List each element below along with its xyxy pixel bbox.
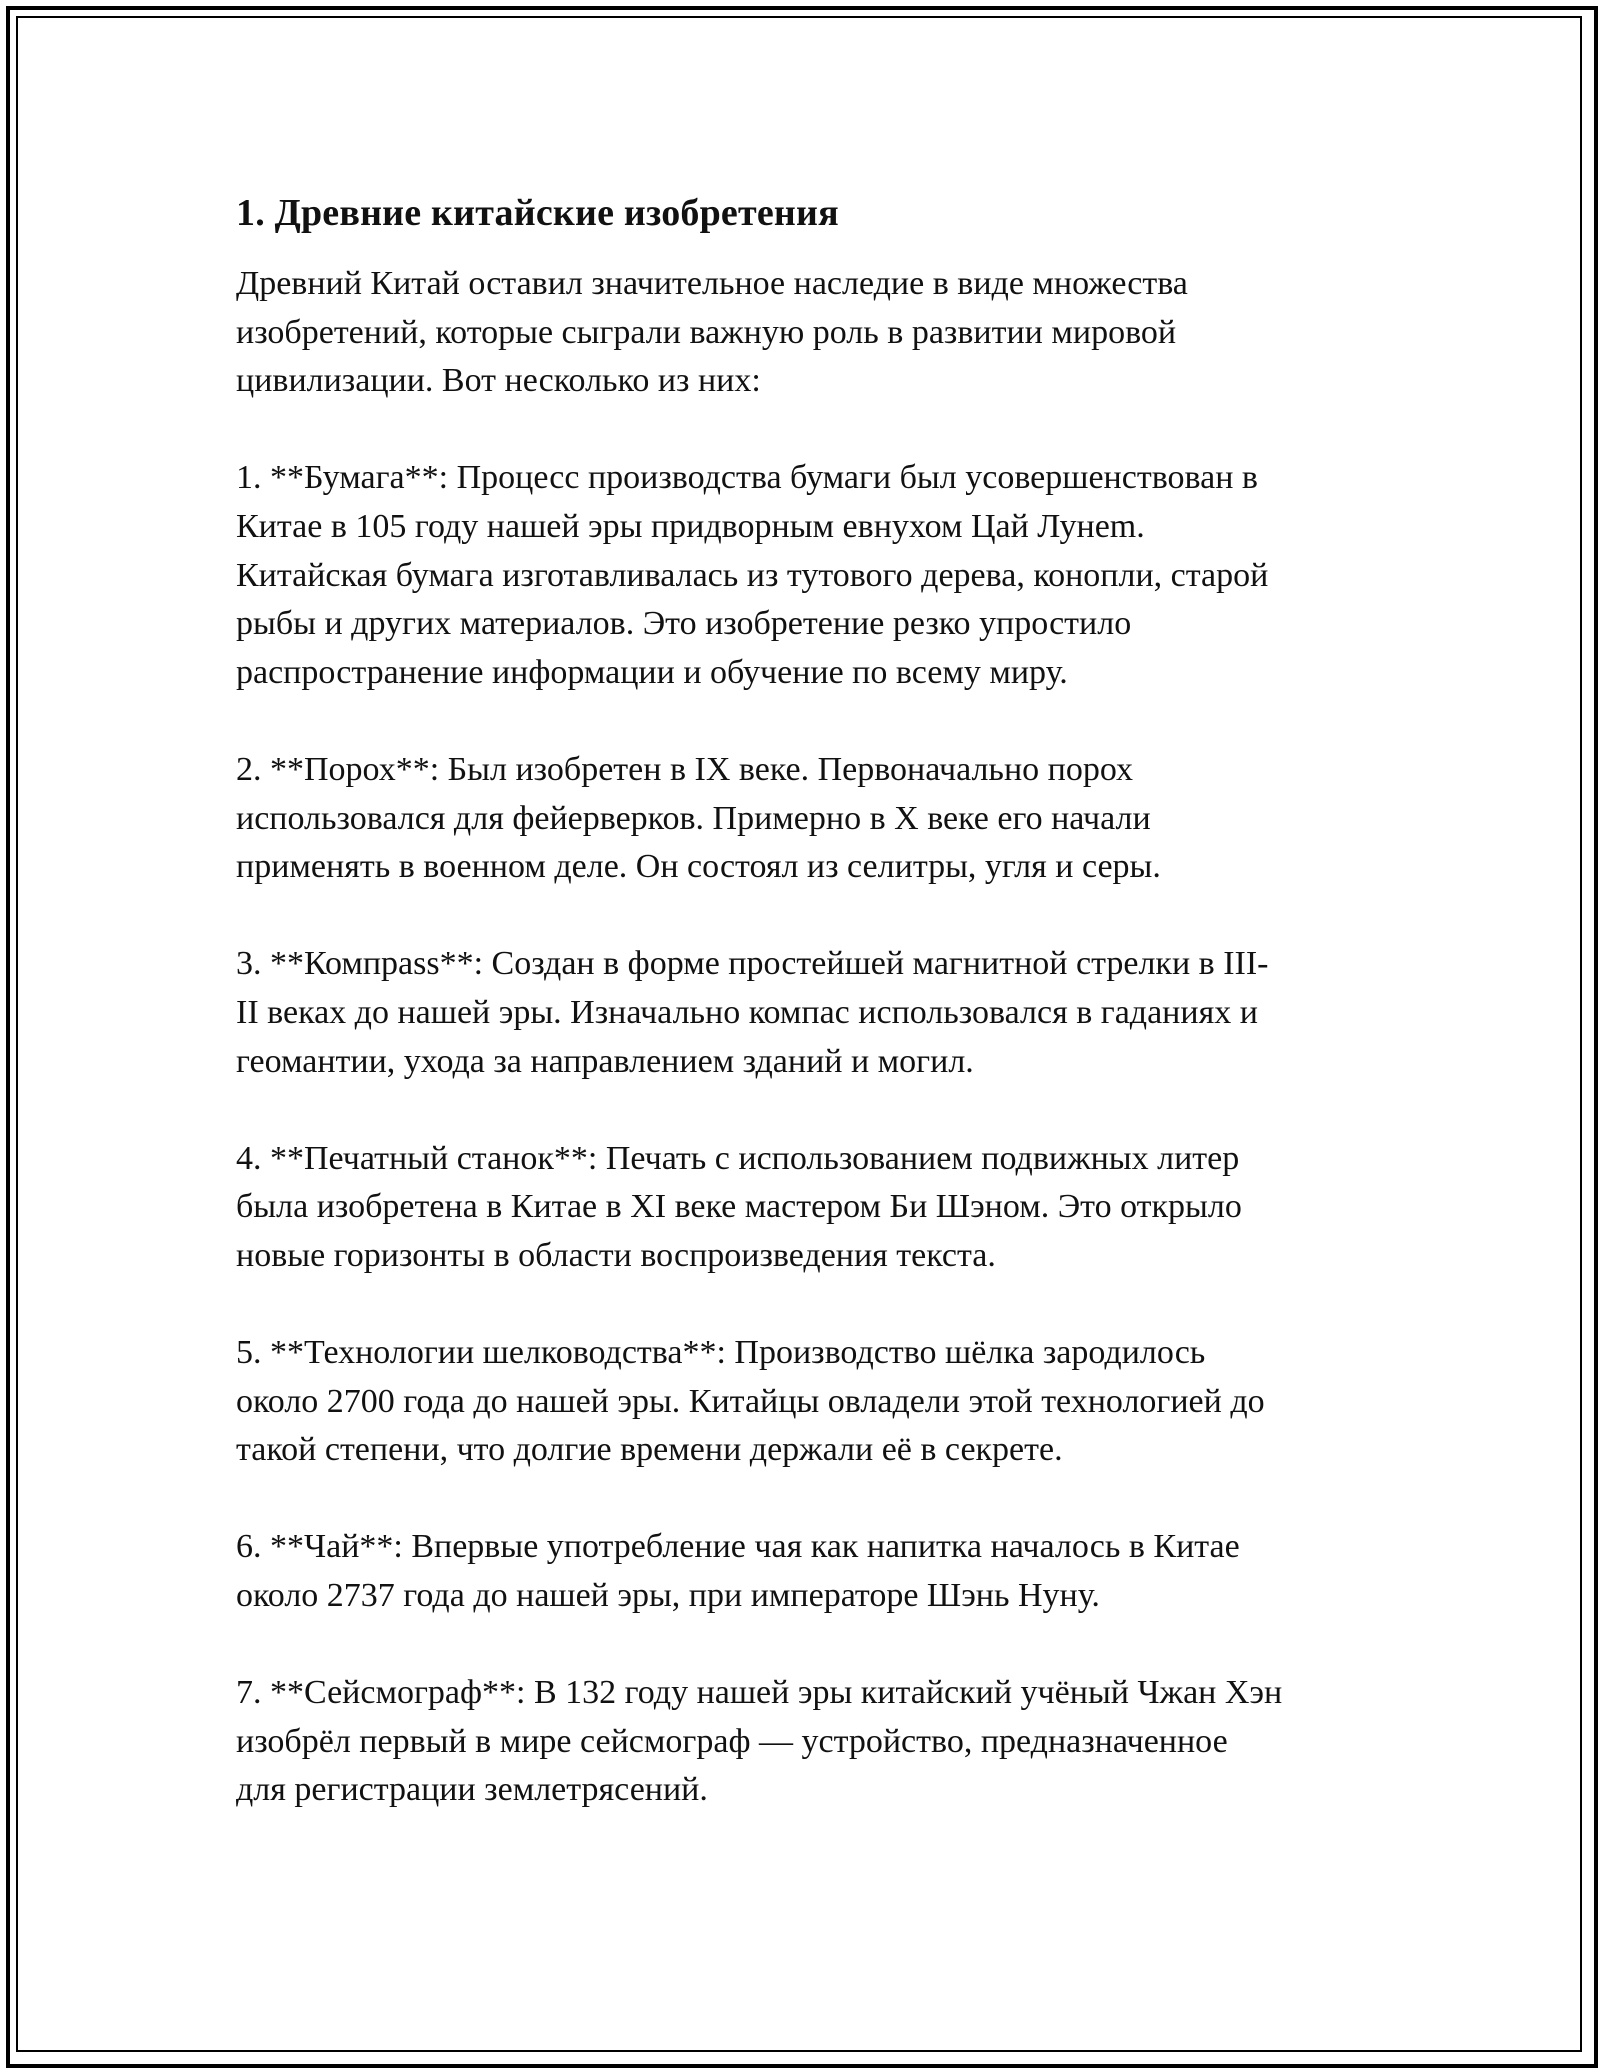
seismograph-paragraph [236,1669,1396,1815]
compass-paragraph [236,940,1396,1086]
text-line: использовался для фейерверков. Примерно в X веке его начали [236,799,1151,837]
text-line: Китае в 105 году нашей эры придворным евнухом Цай Лунem. [236,507,1145,545]
text-line: около 2700 года до нашей эры. Китайцы овладели этой технологией до [236,1382,1265,1420]
text-line: 2. **Порох**: Был изобретен в IX веке. Первоначально порох [236,750,1133,788]
document-body [236,188,1396,1864]
text-line: изобрёл первый в мире сейсмограф — устройство, предназначенное [236,1722,1228,1760]
text-line: распространение информации и обучение по всему миру. [236,653,1068,691]
document-title: 1. Древние китайские изобретения [236,192,839,234]
silk-paragraph [236,1329,1396,1475]
printing-paragraph [236,1135,1396,1281]
text-line: была изобретена в Китае в XI веке мастером Би Шэном. Это открыло [236,1188,1242,1226]
intro-paragraph [236,260,1396,406]
text-line: новые горизонты в области воспроизведения текста. [236,1236,996,1274]
text-line: 7. **Сейсмограф**: В 132 году нашей эры китайский учёный Чжан Хэн [236,1674,1283,1712]
text-line: геомантии, ухода за направлением зданий и могил. [236,1042,974,1080]
tea-paragraph [236,1523,1396,1620]
gunpowder-paragraph [236,746,1396,892]
paper-paragraph [236,454,1396,697]
text-line: цивилизации. Вот несколько из них: [236,362,761,400]
text-line: изобретений, которые сыграли важную роль в развитии мировой [236,313,1177,351]
text-line: 1. **Бумага**: Процесс производства бумаги был усовершенствован в [236,459,1258,497]
text-line: 6. **Чай**: Впервые употребление чая как напитка началось в Китае [236,1528,1240,1566]
text-line: 5. **Технологии шелководства**: Производство шёлка зародилось [236,1334,1206,1372]
text-line: 4. **Печатный станок**: Печать с использованием подвижных литер [236,1139,1240,1177]
text-line: II веках до нашей эры. Изначально компас использовался в гаданиях и [236,993,1258,1031]
text-line: такой степени, что долгие времени держали её в секрете. [236,1431,1063,1469]
text-line: применять в военном деле. Он состоял из селитры, угля и серы. [236,848,1161,886]
text-line: Китайская бумага изготавливалась из тутового дерева, конопли, старой [236,556,1269,594]
text-line: около 2737 года до нашей эры, при императоре Шэнь Нуну. [236,1577,1100,1615]
text-line: рыбы и других материалов. Это изобретение резко упростило [236,605,1132,643]
text-line: Древний Китай оставил значительное наследие в виде множества [236,265,1188,302]
text-line: 3. **Компpass**: Создан в форме простейшей магнитной стрелки в III- [236,945,1269,983]
text-line: для регистрации землетрясений. [236,1771,708,1809]
